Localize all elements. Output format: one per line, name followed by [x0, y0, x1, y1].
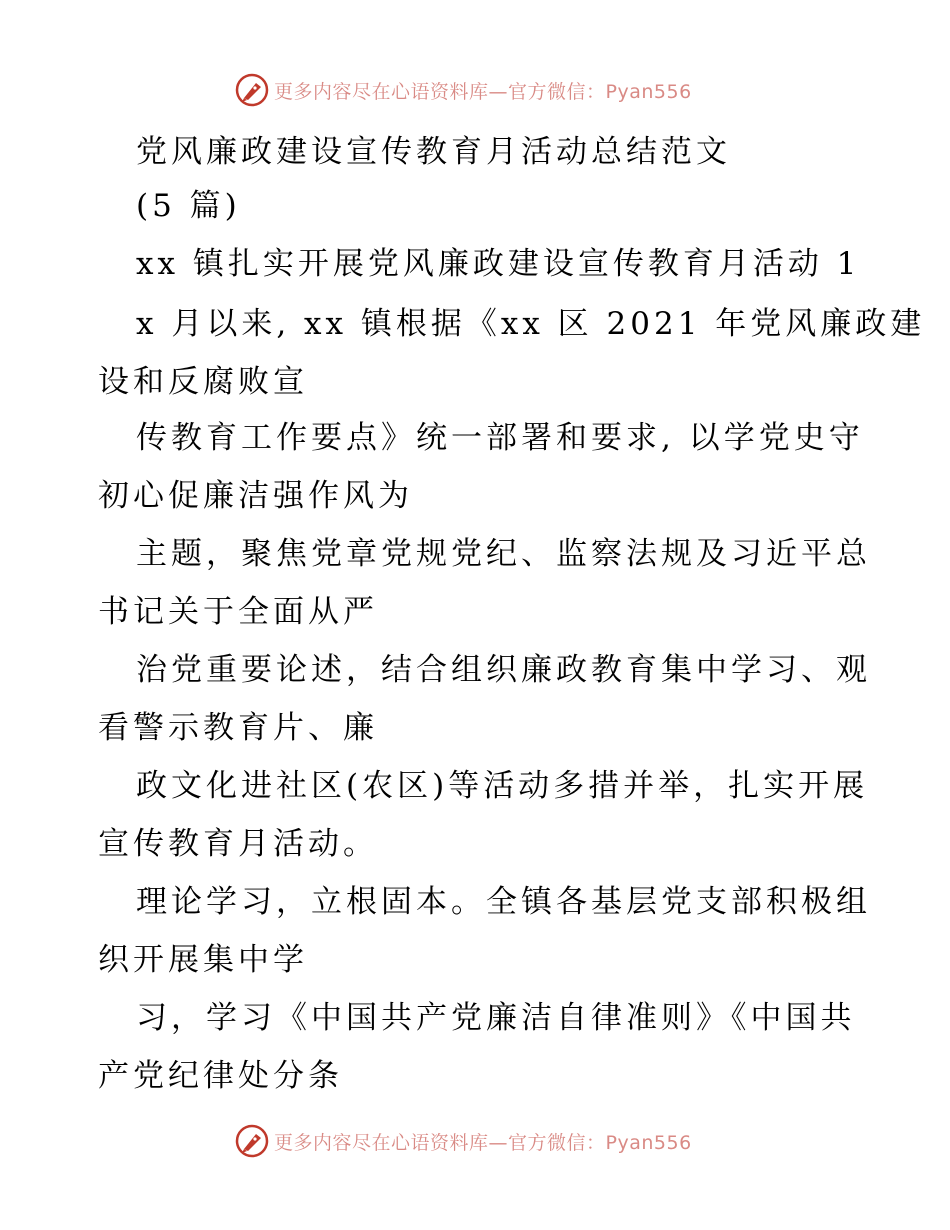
paragraph-line: 理论学习，立根固本。全镇各基层党支部积极组: [136, 884, 871, 920]
document-title: 党风廉政建设宣传教育月活动总结范文: [136, 134, 731, 170]
paragraph-line: 政文化进社区(农区)等活动多措并举，扎实开展: [136, 768, 869, 804]
paragraph-line: 宣传教育月活动。: [98, 826, 378, 862]
paragraph-line: x 月以来, xx 镇根据《xx 区 2021 年党风廉政建: [136, 306, 926, 342]
paragraph-line: 设和反腐败宣: [98, 364, 308, 400]
paragraph-line: 初心促廉洁强作风为: [98, 478, 413, 514]
watermark-text: 更多内容尽在心语资料库—官方微信：Pyan556: [274, 80, 692, 103]
header-watermark: [234, 72, 692, 108]
paragraph-line: 传教育工作要点》统一部署和要求, 以学党史守: [136, 420, 864, 456]
watermark-text: 更多内容尽在心语资料库—官方微信：Pyan556: [274, 1131, 692, 1154]
pen-nib-logo-icon: [234, 72, 270, 108]
paragraph-line: 习，学习《中国共产党廉洁自律准则》《中国共: [136, 1000, 856, 1036]
paragraph-line: 看警示教育片、廉: [98, 710, 378, 746]
paragraph-line: 织开展集中学: [98, 942, 308, 978]
paragraph-line: 书记关于全面从严: [98, 594, 378, 630]
pen-nib-logo-icon: [234, 1123, 270, 1159]
paragraph-line: 治党重要论述，结合组织廉政教育集中学习、观: [136, 652, 871, 688]
section-heading: xx 镇扎实开展党风廉政建设宣传教育月活动 1: [136, 246, 861, 282]
footer-watermark: [234, 1123, 692, 1159]
paragraph-line: 主题，聚焦党章党规党纪、监察法规及习近平总: [136, 536, 871, 572]
paragraph-line: 产党纪律处分条: [98, 1058, 343, 1094]
document-count: (5 篇): [136, 188, 241, 224]
